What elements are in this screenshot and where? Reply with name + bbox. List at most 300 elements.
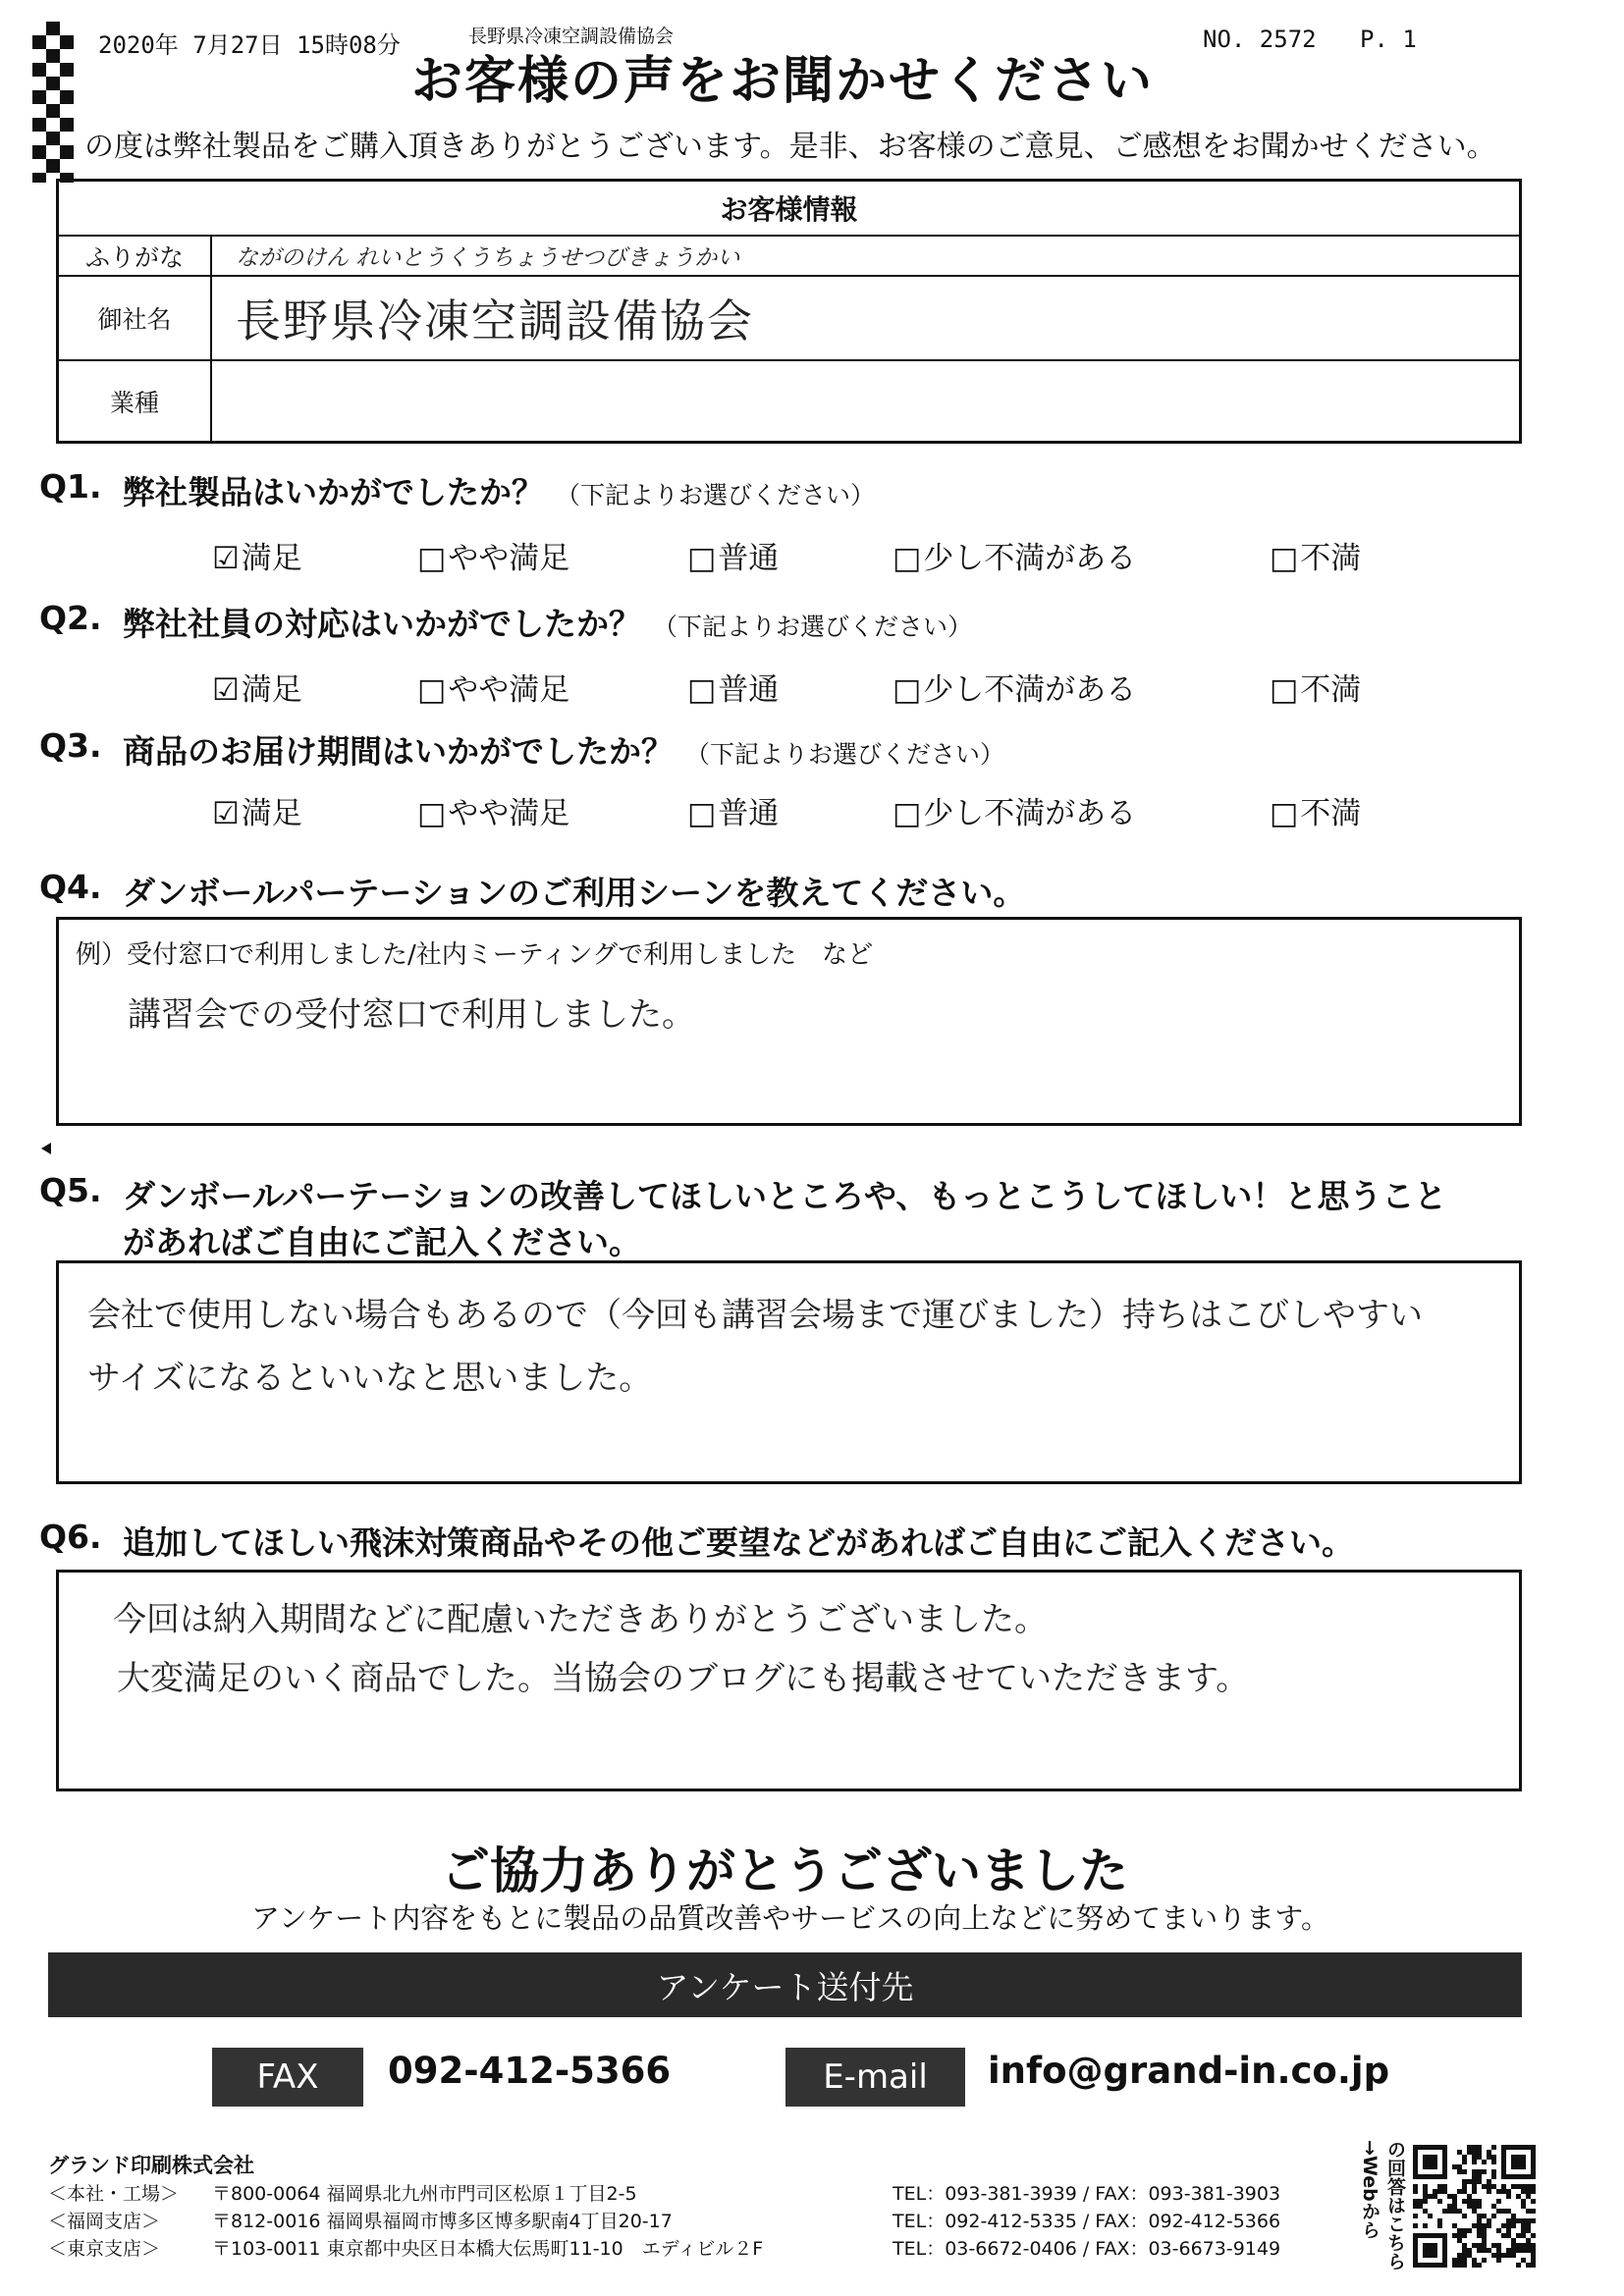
qr-module <box>1457 2233 1462 2238</box>
qr-module <box>1423 2209 1428 2214</box>
qr-module <box>1511 2238 1516 2243</box>
qr-module <box>1413 2223 1418 2228</box>
q1-option-dissatisfied <box>1270 533 1361 577</box>
q4-answer: 講習会での受付窓口で利用しました。 <box>128 995 695 1035</box>
qr-module <box>1482 2233 1487 2238</box>
qr-module <box>1526 2228 1531 2233</box>
q3-option-satisfied <box>212 788 302 832</box>
qr-module <box>1423 2194 1428 2199</box>
qr-module <box>1516 2248 1521 2253</box>
qr-module <box>1477 2218 1482 2223</box>
furigana-label: ふりがな <box>59 237 212 277</box>
qr-module <box>1462 2233 1467 2238</box>
qr-module <box>1496 2243 1501 2248</box>
checker-pattern <box>32 22 74 183</box>
qr-module <box>1487 2155 1491 2160</box>
qr-module <box>1462 2243 1467 2248</box>
qr-module <box>1482 2184 1487 2189</box>
email-address: info@grand-in.co.jp <box>988 2050 1390 2092</box>
qr-module <box>1516 2243 1521 2248</box>
qr-module <box>1521 2248 1526 2253</box>
qr-module <box>1462 2248 1467 2253</box>
qr-module <box>1452 2164 1457 2169</box>
qr-module <box>1437 2189 1442 2194</box>
qr-module <box>1418 2204 1423 2209</box>
q3-option-somewhat-satisfied <box>417 788 569 832</box>
qr-module <box>1462 2253 1467 2258</box>
qr-module <box>1496 2253 1501 2258</box>
qr-module <box>1467 2248 1472 2253</box>
qr-finder <box>1423 2155 1437 2169</box>
qr-module <box>1467 2199 1472 2204</box>
qr-module <box>1423 2184 1428 2189</box>
qr-module <box>1506 2209 1511 2214</box>
option-label: 少し不満がある <box>923 541 1137 576</box>
q6-text: 追加してほしい飛沫対策商品やその他ご要望などがあればご自由にご記入ください。 <box>123 1523 1354 1562</box>
qr-module <box>1457 2164 1462 2169</box>
qr-module <box>1447 2204 1452 2209</box>
qr-module <box>1467 2150 1472 2155</box>
q1-option-somewhat-dissatisfied <box>893 533 1136 577</box>
qr-module <box>1521 2218 1526 2223</box>
qr-module <box>1531 2184 1536 2189</box>
qr-module <box>1472 2174 1477 2179</box>
qr-module <box>1467 2145 1472 2150</box>
qr-module <box>1418 2199 1423 2204</box>
qr-module <box>1491 2184 1496 2189</box>
qr-module <box>1472 2169 1477 2174</box>
option-label: 普通 <box>718 541 780 576</box>
q5-answer-line1: 会社で使用しない場合もあるので（今回も講習会場まで運びました）持ちはこびしやすい <box>87 1296 1423 1335</box>
qr-module <box>1413 2199 1418 2204</box>
qr-module <box>1501 2189 1506 2194</box>
qr-module <box>1516 2218 1521 2223</box>
qr-module <box>1491 2204 1496 2209</box>
qr-module <box>1521 2199 1526 2204</box>
qr-module <box>1487 2179 1491 2184</box>
qr-module <box>1472 2209 1477 2214</box>
qr-module <box>1452 2209 1457 2214</box>
qr-module <box>1457 2258 1462 2263</box>
qr-module <box>1506 2194 1511 2199</box>
qr-module <box>1433 2189 1437 2194</box>
qr-module <box>1428 2194 1433 2199</box>
qr-module <box>1457 2263 1462 2268</box>
qr-module <box>1462 2160 1467 2164</box>
qr-module <box>1526 2248 1531 2253</box>
qr-module <box>1413 2204 1418 2209</box>
option-label: 満足 <box>241 672 302 708</box>
checkbox-icon: □ <box>893 672 922 708</box>
q2-option-somewhat-dissatisfied <box>893 665 1136 709</box>
qr-module <box>1526 2223 1531 2228</box>
qr-module <box>1467 2194 1472 2199</box>
qr-module <box>1516 2233 1521 2238</box>
qr-module <box>1452 2258 1457 2263</box>
qr-module <box>1521 2204 1526 2209</box>
qr-module <box>1472 2258 1477 2263</box>
qr-module <box>1462 2179 1467 2184</box>
q3-note: （下記よりお選びください） <box>685 740 1005 769</box>
option-label: やや満足 <box>448 541 570 576</box>
qr-module <box>1491 2160 1496 2164</box>
qr-module <box>1516 2194 1521 2199</box>
contact-heading-bar <box>48 1952 1522 2017</box>
qr-module <box>1511 2214 1516 2218</box>
qr-module <box>1452 2194 1457 2199</box>
qr-module <box>1506 2218 1511 2223</box>
qr-module <box>1511 2248 1516 2253</box>
qr-module <box>1521 2223 1526 2228</box>
qr-module <box>1477 2248 1482 2253</box>
email-label-box <box>785 2048 965 2107</box>
qr-module <box>1437 2223 1442 2228</box>
q5-text-line2: があればご自由にご記入ください。 <box>123 1223 641 1261</box>
page-number: P. 1 <box>1360 26 1417 53</box>
qr-module <box>1531 2218 1536 2223</box>
qr-module <box>1462 2199 1467 2204</box>
qr-module <box>1477 2155 1482 2160</box>
qr-module <box>1506 2248 1511 2253</box>
qr-module <box>1472 2204 1477 2209</box>
office-tel: TEL：092-412-5335 / FAX：092-412-5366 <box>893 2211 1281 2232</box>
qr-module <box>1433 2194 1437 2199</box>
qr-module <box>1477 2199 1482 2204</box>
qr-module <box>1531 2233 1536 2238</box>
q1-option-neutral <box>687 533 779 577</box>
qr-module <box>1531 2248 1536 2253</box>
qr-module <box>1477 2145 1482 2150</box>
q2-option-somewhat-satisfied <box>417 665 569 709</box>
checkbox-checked-icon: ☑ <box>212 672 240 708</box>
checkbox-icon: □ <box>417 541 447 576</box>
qr-module <box>1506 2228 1511 2233</box>
qr-module <box>1428 2214 1433 2218</box>
qr-module <box>1496 2189 1501 2194</box>
qr-module <box>1501 2184 1506 2189</box>
qr-module <box>1472 2199 1477 2204</box>
qr-module <box>1487 2223 1491 2228</box>
q2-number: Q2. <box>39 599 102 637</box>
qr-module <box>1487 2248 1491 2253</box>
qr-module <box>1526 2218 1531 2223</box>
q1-text: 弊社製品はいかがでしたか？ <box>123 473 544 511</box>
qr-module <box>1467 2228 1472 2233</box>
qr-module <box>1447 2194 1452 2199</box>
qr-module <box>1472 2160 1477 2164</box>
qr-module <box>1521 2189 1526 2194</box>
office-tel: TEL：093-381-3939 / FAX：093-381-3903 <box>893 2183 1281 2205</box>
qr-module <box>1521 2258 1526 2263</box>
option-label: やや満足 <box>448 796 570 831</box>
qr-module <box>1491 2155 1496 2160</box>
qr-module <box>1526 2189 1531 2194</box>
qr-module <box>1413 2189 1418 2194</box>
qr-module <box>1482 2243 1487 2248</box>
qr-module <box>1496 2258 1501 2263</box>
qr-module <box>1491 2174 1496 2179</box>
qr-module <box>1482 2160 1487 2164</box>
qr-module <box>1511 2184 1516 2189</box>
contact-heading: アンケート送付先 <box>656 1967 914 2006</box>
q1-option-satisfied <box>212 533 302 577</box>
q3-text: 商品のお届け期間はいかがでしたか？ <box>123 732 674 771</box>
qr-module <box>1457 2209 1462 2214</box>
qr-finder <box>1423 2243 1437 2258</box>
qr-module <box>1477 2214 1482 2218</box>
checkbox-checked-icon: ☑ <box>212 541 240 576</box>
qr-module <box>1477 2179 1482 2184</box>
qr-module <box>1442 2184 1447 2189</box>
q5-number: Q5. <box>39 1171 102 1209</box>
qr-module <box>1506 2233 1511 2238</box>
qr-module <box>1442 2209 1447 2214</box>
qr-module <box>1531 2253 1536 2258</box>
company-name: グランド印刷株式会社 <box>48 2154 254 2177</box>
qr-module <box>1526 2184 1531 2189</box>
qr-module <box>1506 2223 1511 2228</box>
qr-module <box>1413 2214 1418 2218</box>
qr-module <box>1487 2150 1491 2155</box>
qr-module <box>1467 2253 1472 2258</box>
company-name-value: 長野県冷凍空調設備協会 <box>212 277 1519 361</box>
q1-option-somewhat-satisfied <box>417 533 569 577</box>
q6-number: Q6. <box>39 1518 102 1556</box>
qr-module <box>1521 2233 1526 2238</box>
qr-module <box>1477 2243 1482 2248</box>
qr-module <box>1452 2223 1457 2228</box>
qr-module <box>1477 2204 1482 2209</box>
qr-module <box>1496 2248 1501 2253</box>
qr-caption-2: の回答はこちら <box>1384 2140 1406 2270</box>
office-label: ＜本社・工場＞ <box>48 2183 180 2205</box>
qr-module <box>1477 2233 1482 2238</box>
fax-timestamp: 2020年 7月27日 15時08分 <box>98 31 401 59</box>
checkbox-checked-icon: ☑ <box>212 796 240 831</box>
qr-module <box>1413 2184 1418 2189</box>
qr-module <box>1501 2233 1506 2238</box>
qr-module <box>1452 2263 1457 2268</box>
qr-module <box>1437 2218 1442 2223</box>
qr-module <box>1496 2199 1501 2204</box>
qr-module <box>1452 2233 1457 2238</box>
checkbox-icon: □ <box>1270 672 1299 708</box>
option-label: 少し不満がある <box>923 796 1137 831</box>
q6-answer-line1: 今回は納入期間などに配慮いただきありがとうございました。 <box>113 1600 1048 1639</box>
qr-module <box>1491 2145 1496 2150</box>
qr-module <box>1496 2209 1501 2214</box>
q1-note: （下記よりお選びください） <box>556 481 876 509</box>
qr-module <box>1472 2184 1477 2189</box>
qr-module <box>1462 2155 1467 2160</box>
checkbox-icon: □ <box>687 672 717 708</box>
qr-module <box>1457 2228 1462 2233</box>
q2-text: 弊社社員の対応はいかがでしたか？ <box>123 605 641 643</box>
office-address: 〒812-0016 福岡県福岡市博多区博多駅南4丁目20-17 <box>212 2211 673 2232</box>
q3-option-somewhat-dissatisfied <box>893 788 1136 832</box>
fax-number: NO. 2572 <box>1203 26 1317 53</box>
intro-text: の度は弊社製品をご購入頂きありがとうございます。是非、お客様のご意見、ご感想をお聞かせください。 <box>84 130 1496 164</box>
option-label: やや満足 <box>448 672 570 708</box>
thanks-subtitle: アンケート内容をもとに製品の品質改善やサービスの向上などに努めてまいります。 <box>251 1901 1329 1935</box>
q4-text: ダンボールパーテーションのご利用シーンを教えてください。 <box>123 874 1026 912</box>
industry-value <box>212 361 1519 441</box>
qr-module <box>1452 2199 1457 2204</box>
qr-module <box>1472 2263 1477 2268</box>
qr-module <box>1457 2150 1462 2155</box>
qr-module <box>1477 2228 1482 2233</box>
checkbox-icon: □ <box>417 796 447 831</box>
qr-module <box>1437 2184 1442 2189</box>
fax-label-box <box>212 2048 363 2107</box>
q6-answer-line2: 大変満足のいく商品でした。当協会のブログにも掲載させていただきます。 <box>117 1659 1250 1698</box>
thanks-title: ご協力ありがとうございました <box>441 1842 1128 1899</box>
option-label: 満足 <box>241 541 302 576</box>
option-label: 満足 <box>241 796 302 831</box>
office-tel: TEL：03-6672-0406 / FAX：03-6673-9149 <box>893 2238 1281 2260</box>
checkbox-icon: □ <box>687 541 717 576</box>
margin-marker-icon <box>41 1143 51 1154</box>
qr-module <box>1491 2253 1496 2258</box>
qr-finder <box>1511 2155 1526 2169</box>
qr-module <box>1511 2223 1516 2228</box>
qr-module <box>1526 2209 1531 2214</box>
qr-module <box>1506 2253 1511 2258</box>
qr-module <box>1521 2228 1526 2233</box>
office-address: 〒800-0064 福岡県北九州市門司区松原１丁目2-5 <box>212 2183 637 2205</box>
option-label: 少し不満がある <box>923 672 1137 708</box>
qr-module <box>1482 2248 1487 2253</box>
qr-module <box>1477 2169 1482 2174</box>
qr-module <box>1462 2228 1467 2233</box>
qr-module <box>1501 2253 1506 2258</box>
qr-code-icon[interactable] <box>1412 2143 1537 2270</box>
qr-module <box>1462 2184 1467 2189</box>
qr-module <box>1462 2214 1467 2218</box>
qr-module <box>1447 2209 1452 2214</box>
qr-module <box>1467 2204 1472 2209</box>
checkbox-icon: □ <box>1270 541 1299 576</box>
qr-module <box>1531 2189 1536 2194</box>
q4-example: 例）受付窓口で利用しました/社内ミーティングで利用しました など <box>76 940 874 970</box>
qr-module <box>1511 2253 1516 2258</box>
qr-module <box>1462 2263 1467 2268</box>
qr-module <box>1442 2189 1447 2194</box>
qr-module <box>1457 2253 1462 2258</box>
furigana-value: ながのけん れいとうくうちょうせつびきょうかい <box>212 237 1519 277</box>
qr-module <box>1437 2199 1442 2204</box>
qr-module <box>1423 2223 1428 2228</box>
qr-module <box>1491 2214 1496 2218</box>
q1-number: Q1. <box>39 467 102 506</box>
qr-module <box>1472 2145 1477 2150</box>
qr-module <box>1516 2184 1521 2189</box>
qr-module <box>1491 2169 1496 2174</box>
qr-module <box>1472 2155 1477 2160</box>
checkbox-icon: □ <box>687 796 717 831</box>
qr-module <box>1511 2243 1516 2248</box>
qr-module <box>1457 2238 1462 2243</box>
qr-module <box>1531 2209 1536 2214</box>
customer-info-table <box>56 179 1522 444</box>
qr-module <box>1472 2179 1477 2184</box>
q5-text: ダンボールパーテーションの改善してほしいところや、もっとこうしてほしい！と思うこと <box>123 1177 1447 1215</box>
office-label: ＜東京支店＞ <box>48 2238 161 2260</box>
option-label: 不満 <box>1300 796 1362 831</box>
qr-module <box>1491 2243 1496 2248</box>
q4-number: Q4. <box>39 868 102 906</box>
qr-module <box>1482 2214 1487 2218</box>
q1-question <box>123 467 875 513</box>
fax-number-value: 092-412-5366 <box>388 2050 672 2092</box>
qr-module <box>1496 2228 1501 2233</box>
qr-module <box>1526 2243 1531 2248</box>
q2-question <box>123 599 972 645</box>
fax-label: FAX <box>256 2057 319 2097</box>
qr-module <box>1511 2218 1516 2223</box>
q3-option-neutral <box>687 788 779 832</box>
qr-module <box>1482 2169 1487 2174</box>
qr-module <box>1531 2199 1536 2204</box>
qr-module <box>1526 2263 1531 2268</box>
checkbox-icon: □ <box>417 672 447 708</box>
q3-question <box>123 726 1004 773</box>
industry-label: 業種 <box>59 361 212 441</box>
option-label: 普通 <box>718 672 780 708</box>
q3-number: Q3. <box>39 726 102 765</box>
qr-module <box>1423 2189 1428 2194</box>
qr-module <box>1482 2258 1487 2263</box>
qr-module <box>1452 2204 1457 2209</box>
qr-module <box>1482 2238 1487 2243</box>
option-label: 不満 <box>1300 672 1362 708</box>
qr-module <box>1472 2189 1477 2194</box>
qr-module <box>1472 2243 1477 2248</box>
qr-module <box>1531 2263 1536 2268</box>
qr-module <box>1467 2179 1472 2184</box>
qr-module <box>1457 2189 1462 2194</box>
company-name-label: 御社名 <box>59 277 212 361</box>
office-address: 〒103-0011 東京都中央区日本橋大伝馬町11-10 エディビル２F <box>212 2238 764 2260</box>
qr-module <box>1477 2174 1482 2179</box>
email-label: E-mail <box>823 2057 928 2097</box>
qr-caption-1: →Webから <box>1359 2140 1380 2239</box>
qr-module <box>1487 2189 1491 2194</box>
customer-info-heading: お客様情報 <box>59 182 1519 237</box>
qr-module <box>1531 2258 1536 2263</box>
qr-module <box>1462 2169 1467 2174</box>
office-label: ＜福岡支店＞ <box>48 2211 161 2232</box>
qr-module <box>1423 2199 1428 2204</box>
q2-option-neutral <box>687 665 779 709</box>
qr-module <box>1531 2243 1536 2248</box>
qr-module <box>1477 2150 1482 2155</box>
qr-module <box>1521 2243 1526 2248</box>
qr-module <box>1501 2209 1506 2214</box>
q2-option-dissatisfied <box>1270 665 1361 709</box>
qr-module <box>1462 2258 1467 2263</box>
qr-module <box>1526 2194 1531 2199</box>
qr-module <box>1526 2238 1531 2243</box>
checkbox-icon: □ <box>1270 796 1299 831</box>
option-label: 普通 <box>718 796 780 831</box>
option-label: 不満 <box>1300 541 1362 576</box>
qr-module <box>1487 2184 1491 2189</box>
fax-sender: 長野県冷凍空調設備協会 <box>468 26 675 47</box>
qr-module <box>1462 2189 1467 2194</box>
qr-module <box>1482 2223 1487 2228</box>
checkbox-icon: □ <box>893 796 922 831</box>
